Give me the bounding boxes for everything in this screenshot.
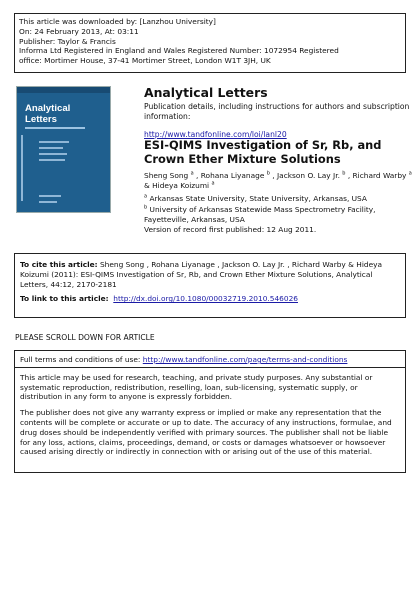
- doi-link[interactable]: http://dx.doi.org/10.1080/00032719.2010.546026: [113, 294, 298, 304]
- journal-info: Publication details, including instructions for authors and subscription information:: [144, 102, 410, 121]
- divider: [15, 367, 405, 368]
- journal-header: [144, 85, 412, 141]
- author-name: Jackson O. Lay Jr.: [276, 171, 340, 180]
- citation-box: [14, 253, 406, 318]
- terms-link[interactable]: http://www.tandfonline.com/page/terms-and-conditions: [142, 355, 348, 364]
- version-line: Version of record first published: 12 Aug 2011.: [144, 224, 317, 234]
- journal-title: Analytical Letters: [144, 85, 268, 100]
- affiliation-b: $^b$ University of Arkansas Statewide Mass Spectrometry Facility, Fayetteville, Arkansas, USA: [144, 204, 376, 224]
- office-line: office: Mortimer House, 37-41 Mortimer Street, London W1T 3JH, UK: [19, 56, 271, 66]
- author-name: Rohana Liyanage: [200, 171, 265, 180]
- journal-link[interactable]: http://www.tandfonline.com/loi/lanl20: [144, 129, 287, 139]
- author-name: Hideya Koizumi: [152, 180, 210, 190]
- publisher-line: Publisher: Taylor & Francis: [19, 36, 116, 46]
- terms-paragraph: The publisher does not give any warranty express or implied or make any representation that the contents will be complete or accurate or up to date. The accuracy of any instructions, formulae, and drug doses should be independently verified with primary sources. The publisher shall not be liable for any loss, actions, claims, proceedings, demand, or costs or damages whatsoever or howsoever caused arising directly or indirectly in connection with or arising out of the use of this material.: [20, 408, 392, 457]
- doi-line: To link to this article: http://dx.doi.org/10.1080/00032719.2010.546026: [20, 294, 298, 304]
- affiliation-a: $^a$ Arkansas State University, State University, Arkansas, USA: [144, 193, 367, 203]
- author-name: Richard Warby: [352, 171, 407, 180]
- journal-cover-image: [16, 86, 111, 213]
- article-title: ESI-QIMS Investigation of Sr, Rb, and Crown Ether Mixture Solutions: [144, 138, 382, 167]
- scroll-notice: PLEASE SCROLL DOWN FOR ARTICLE: [15, 333, 155, 342]
- registration-line: Informa Ltd Registered in England and Wales Registered Number: 1072954 Registered: [19, 46, 339, 56]
- article-meta: [144, 171, 414, 234]
- download-date: On: 24 February 2013, At: 03:11: [19, 26, 139, 36]
- terms-line: Full terms and conditions of use: http://www.tandfonline.com/page/terms-and-conditions: [20, 355, 348, 364]
- author-name: Sheng Song: [144, 171, 189, 180]
- terms-box: [14, 350, 406, 473]
- terms-paragraph: This article may be used for research, teaching, and private study purposes. Any substantial or systematic reproduction, redistribution, reselling, loan, sub-licensing, systematic supply, or distribution in any form to anyone is expressly forbidden.: [20, 372, 373, 402]
- author-list: Sheng Song $^a$ , Rohana Liyanage $^b$ , Jackson O. Lay Jr. $^b$ , Richard Warby $^a$ & Hideya Koizumi $^a$: [144, 170, 412, 190]
- download-line: This article was downloaded by: [Lanzhou University]: [19, 17, 216, 26]
- cover-title: Analytical Letters: [25, 103, 71, 125]
- download-info-box: [14, 13, 406, 73]
- citation: To cite this article: Sheng Song , Rohana Liyanage , Jackson O. Lay Jr. , Richard Warby & Hideya Koizumi (2011): ESI-QIMS Investigation of Sr, Rb, and Crown Ether Mixture Solutions, Analytical Letters, 44:12, 2170-2181: [20, 260, 383, 289]
